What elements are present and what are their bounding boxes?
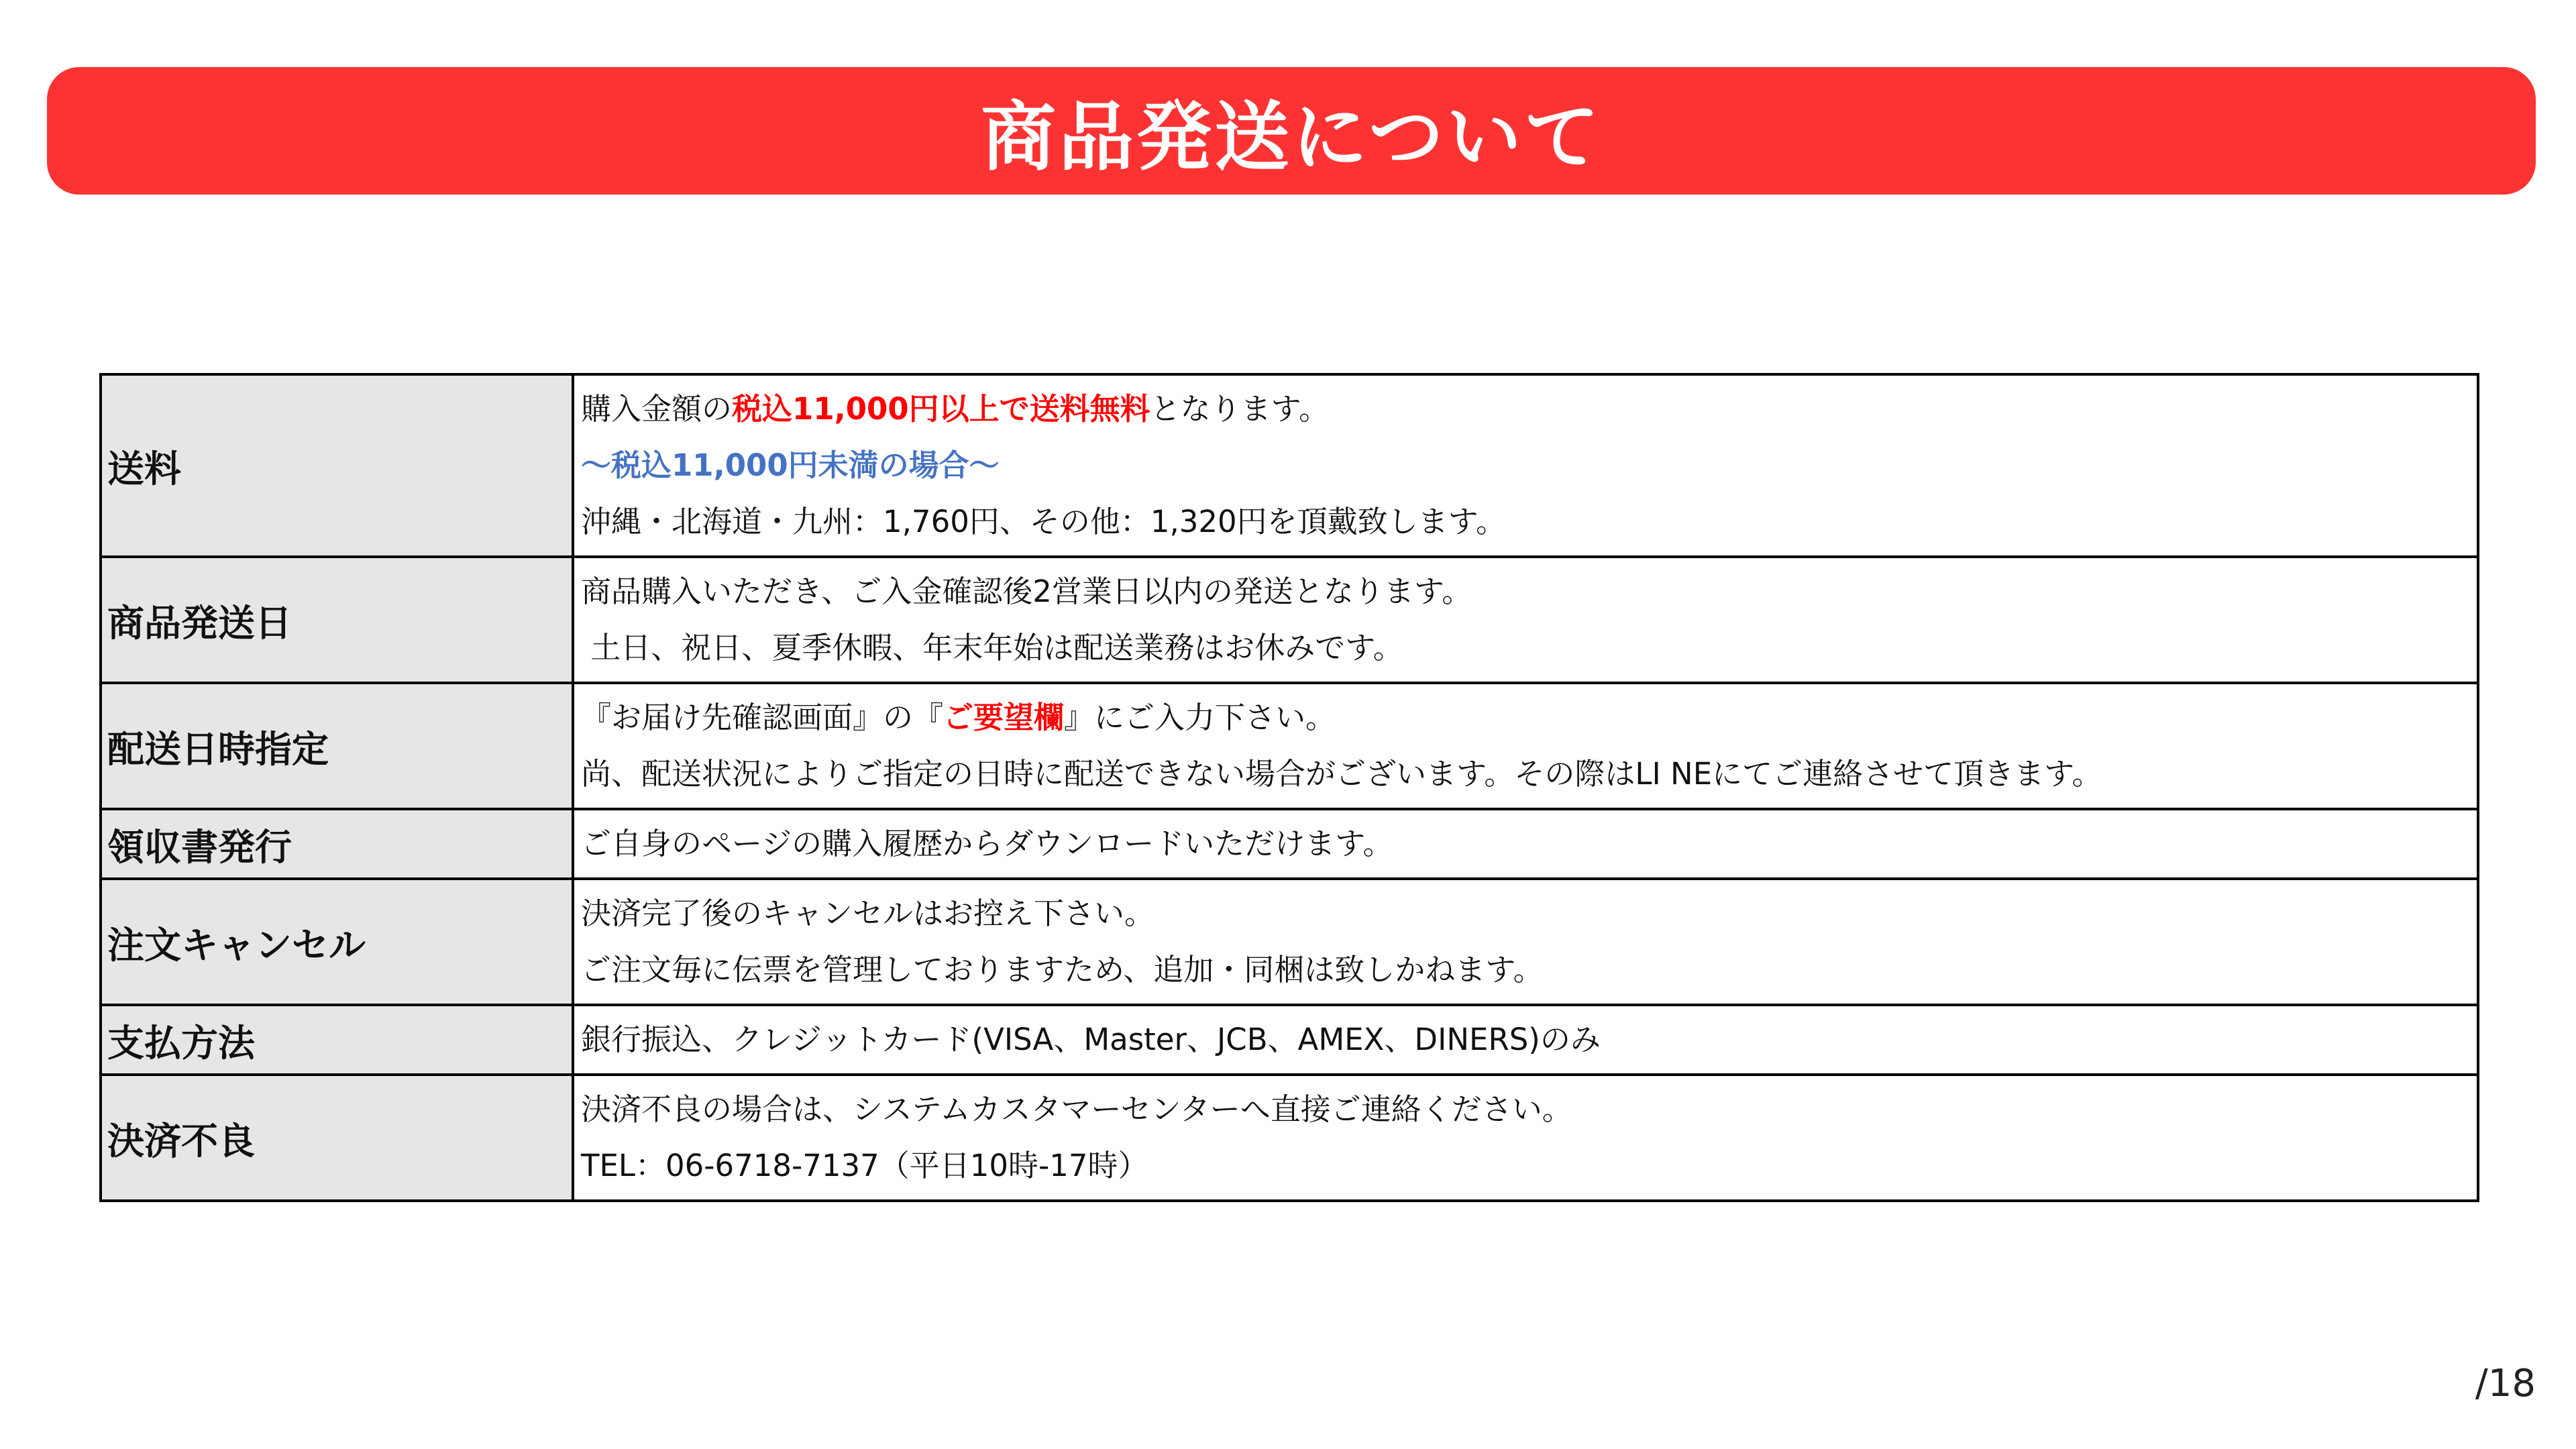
row-content — [573, 1005, 2478, 1075]
title-banner — [47, 67, 2536, 195]
text-segment: 』にご入力下さい。 — [1064, 700, 1336, 735]
row-content — [573, 879, 2478, 1005]
row-content — [573, 683, 2478, 809]
table-row-payment-method — [101, 1005, 2478, 1075]
content-line: ご注文毎に伝票を管理しておりますため、追加・同梱は致しかねます。 — [581, 952, 1544, 987]
content-line — [581, 690, 2471, 746]
text-segment: 『お届け先確認画面』の『 — [581, 700, 944, 735]
row-label: 支払方法 — [101, 1005, 573, 1075]
page-title: 商品発送について — [981, 93, 1602, 181]
row-content — [573, 557, 2478, 683]
content-line: 尚、配送状況によりご指定の日時に配送できない場合がございます。その際はLI NEにてご連絡させて頂きます。 — [581, 756, 2102, 792]
content-line: ご自身のページの購入履歴からダウンロードいただけます。 — [581, 826, 1393, 861]
content-line: 土日、祝日、夏季休暇、年末年始は配送業務はお休みです。 — [581, 630, 1403, 665]
content-line: TEL：06-6718-7137（平日10時-17時） — [581, 1148, 1148, 1183]
table-row-cancel — [101, 879, 2478, 1005]
table-row-ship-date — [101, 557, 2478, 683]
row-label: 領収書発行 — [101, 809, 573, 879]
text-segment: となります。 — [1150, 391, 1330, 427]
content-line: 沖縄・北海道・九州：1,760円、その他：1,320円を頂戴致します。 — [581, 504, 1507, 539]
table-row-shipping-fee — [101, 374, 2478, 557]
row-content — [573, 809, 2478, 879]
table-row-payment-failure — [101, 1075, 2478, 1201]
row-label: 送料 — [101, 374, 573, 557]
content-line: 決済完了後のキャンセルはお控え下さい。 — [581, 896, 1155, 931]
row-label: 注文キャンセル — [101, 879, 573, 1005]
highlight-red-text: ご要望欄 — [943, 700, 1065, 735]
content-line: 銀行振込、クレジットカード(VISA、Master、JCB、AMEX、DINERS)のみ — [581, 1022, 1601, 1057]
content-line-highlight-blue: ～税込11,000円未満の場合～ — [581, 447, 1000, 483]
row-label: 配送日時指定 — [101, 683, 573, 809]
highlight-red-text: 税込11,000円以上で送料無料 — [732, 391, 1150, 427]
content-line: 商品購入いただき、ご入金確認後2営業日以内の発送となります。 — [581, 574, 1472, 609]
text-segment: 購入金額の — [581, 391, 733, 427]
page-number: /18 — [2475, 1362, 2536, 1405]
row-content — [573, 374, 2478, 557]
table-row-delivery-time — [101, 683, 2478, 809]
row-label: 商品発送日 — [101, 557, 573, 683]
shipping-info-table — [99, 373, 2479, 1202]
table-row-receipt — [101, 809, 2478, 879]
row-content — [573, 1075, 2478, 1201]
content-line — [581, 381, 2471, 437]
row-label: 決済不良 — [101, 1075, 573, 1201]
content-line: 決済不良の場合は、システムカスタマーセンターへ直接ご連絡ください。 — [581, 1091, 1572, 1127]
